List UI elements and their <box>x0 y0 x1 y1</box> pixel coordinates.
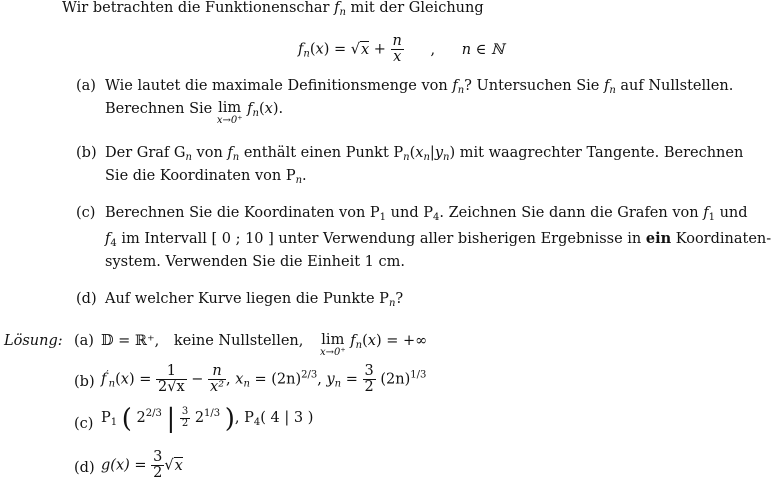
intro-text: Wir betrachten die Funktionenschar <box>62 0 330 16</box>
task-a-line1: Wie lautet die maximale Definitionsmenge von $f_n$? Untersuchen Sie $f_n$ auf Nullstellen. <box>105 78 734 96</box>
task-c-line1: Berechnen Sie die Koordinaten von $P_1$ und $P_4$. Zeichnen Sie dann die Grafen von $f_1$ und <box>105 205 748 223</box>
solution-a-content: 𝔻 = ℝ⁺, keine Nullstellen, lim x→0⁺ $f_n(x)$ = +∞ <box>101 332 428 358</box>
task-b-label: (b) <box>76 145 97 161</box>
task-d-line1: Auf welcher Kurve liegen die Punkte $P_n$? <box>105 291 404 309</box>
solution-d-label: (d) <box>74 460 95 476</box>
task-c-label: (c) <box>76 205 96 221</box>
equation-condition: n ∈ ℕ <box>461 41 505 58</box>
solution-b-label: (b) <box>74 374 95 390</box>
solution-b-content: $f'_n(x)$ = $\frac{1}{2√x}$ − $\frac{n}{\text{x²}}$ , $x_n = (2n)^{2/3}$, $y_n$ = $\frac{3}{2}$ $(2n)^{1/3}$ <box>101 363 427 396</box>
solution-c-label: (c) <box>74 416 94 432</box>
main-equation: $f_n(x) = √x$ + $\frac{n}{x}$ , n ∈ ℕ <box>298 33 505 66</box>
task-c-line3: system. Verwenden Sie die Einheit 1 cm. <box>105 254 405 270</box>
task-a-line2: Berechnen Sie lim x→0⁺ $f_n(x)$. <box>105 100 284 126</box>
intro-tail: mit der Gleichung <box>350 0 484 16</box>
task-a-label: (a) <box>76 78 96 94</box>
task-c-line2: $f_4$ im Intervall [ 0 ; 10 ] unter Verwendung aller bisherigen Ergebnisse in ein Koordinaten- <box>105 230 771 249</box>
intro-fn: f <box>334 0 340 16</box>
task-b-line1: Der Graf $G_n$ von $f_n$ enthält einen Punkt $P_n(x_n|y_n)$ mit waagrechter Tangente. Berechnen <box>105 145 744 163</box>
task-b-line2: Sie die Koordinaten von $P_n$. <box>105 168 307 186</box>
solution-heading: Lösung: <box>4 333 63 349</box>
solution-d-content: g(x) = $\frac{3}{2}$ √x <box>101 449 183 482</box>
solution-a-label: (a) <box>74 333 94 349</box>
equation-fraction: $\frac{n}{x}$ <box>392 33 402 66</box>
solution-c-content: $P_1$ ( $2^{2/3}$ | $\frac{3}{2}$ $2^{1/3}$ ), $P_4$( 4 | 3 ) <box>101 404 314 434</box>
task-d-label: (d) <box>76 291 97 307</box>
intro-line: Wir betrachten die Funktionenschar $f_n$ mit der Gleichung <box>62 0 484 18</box>
